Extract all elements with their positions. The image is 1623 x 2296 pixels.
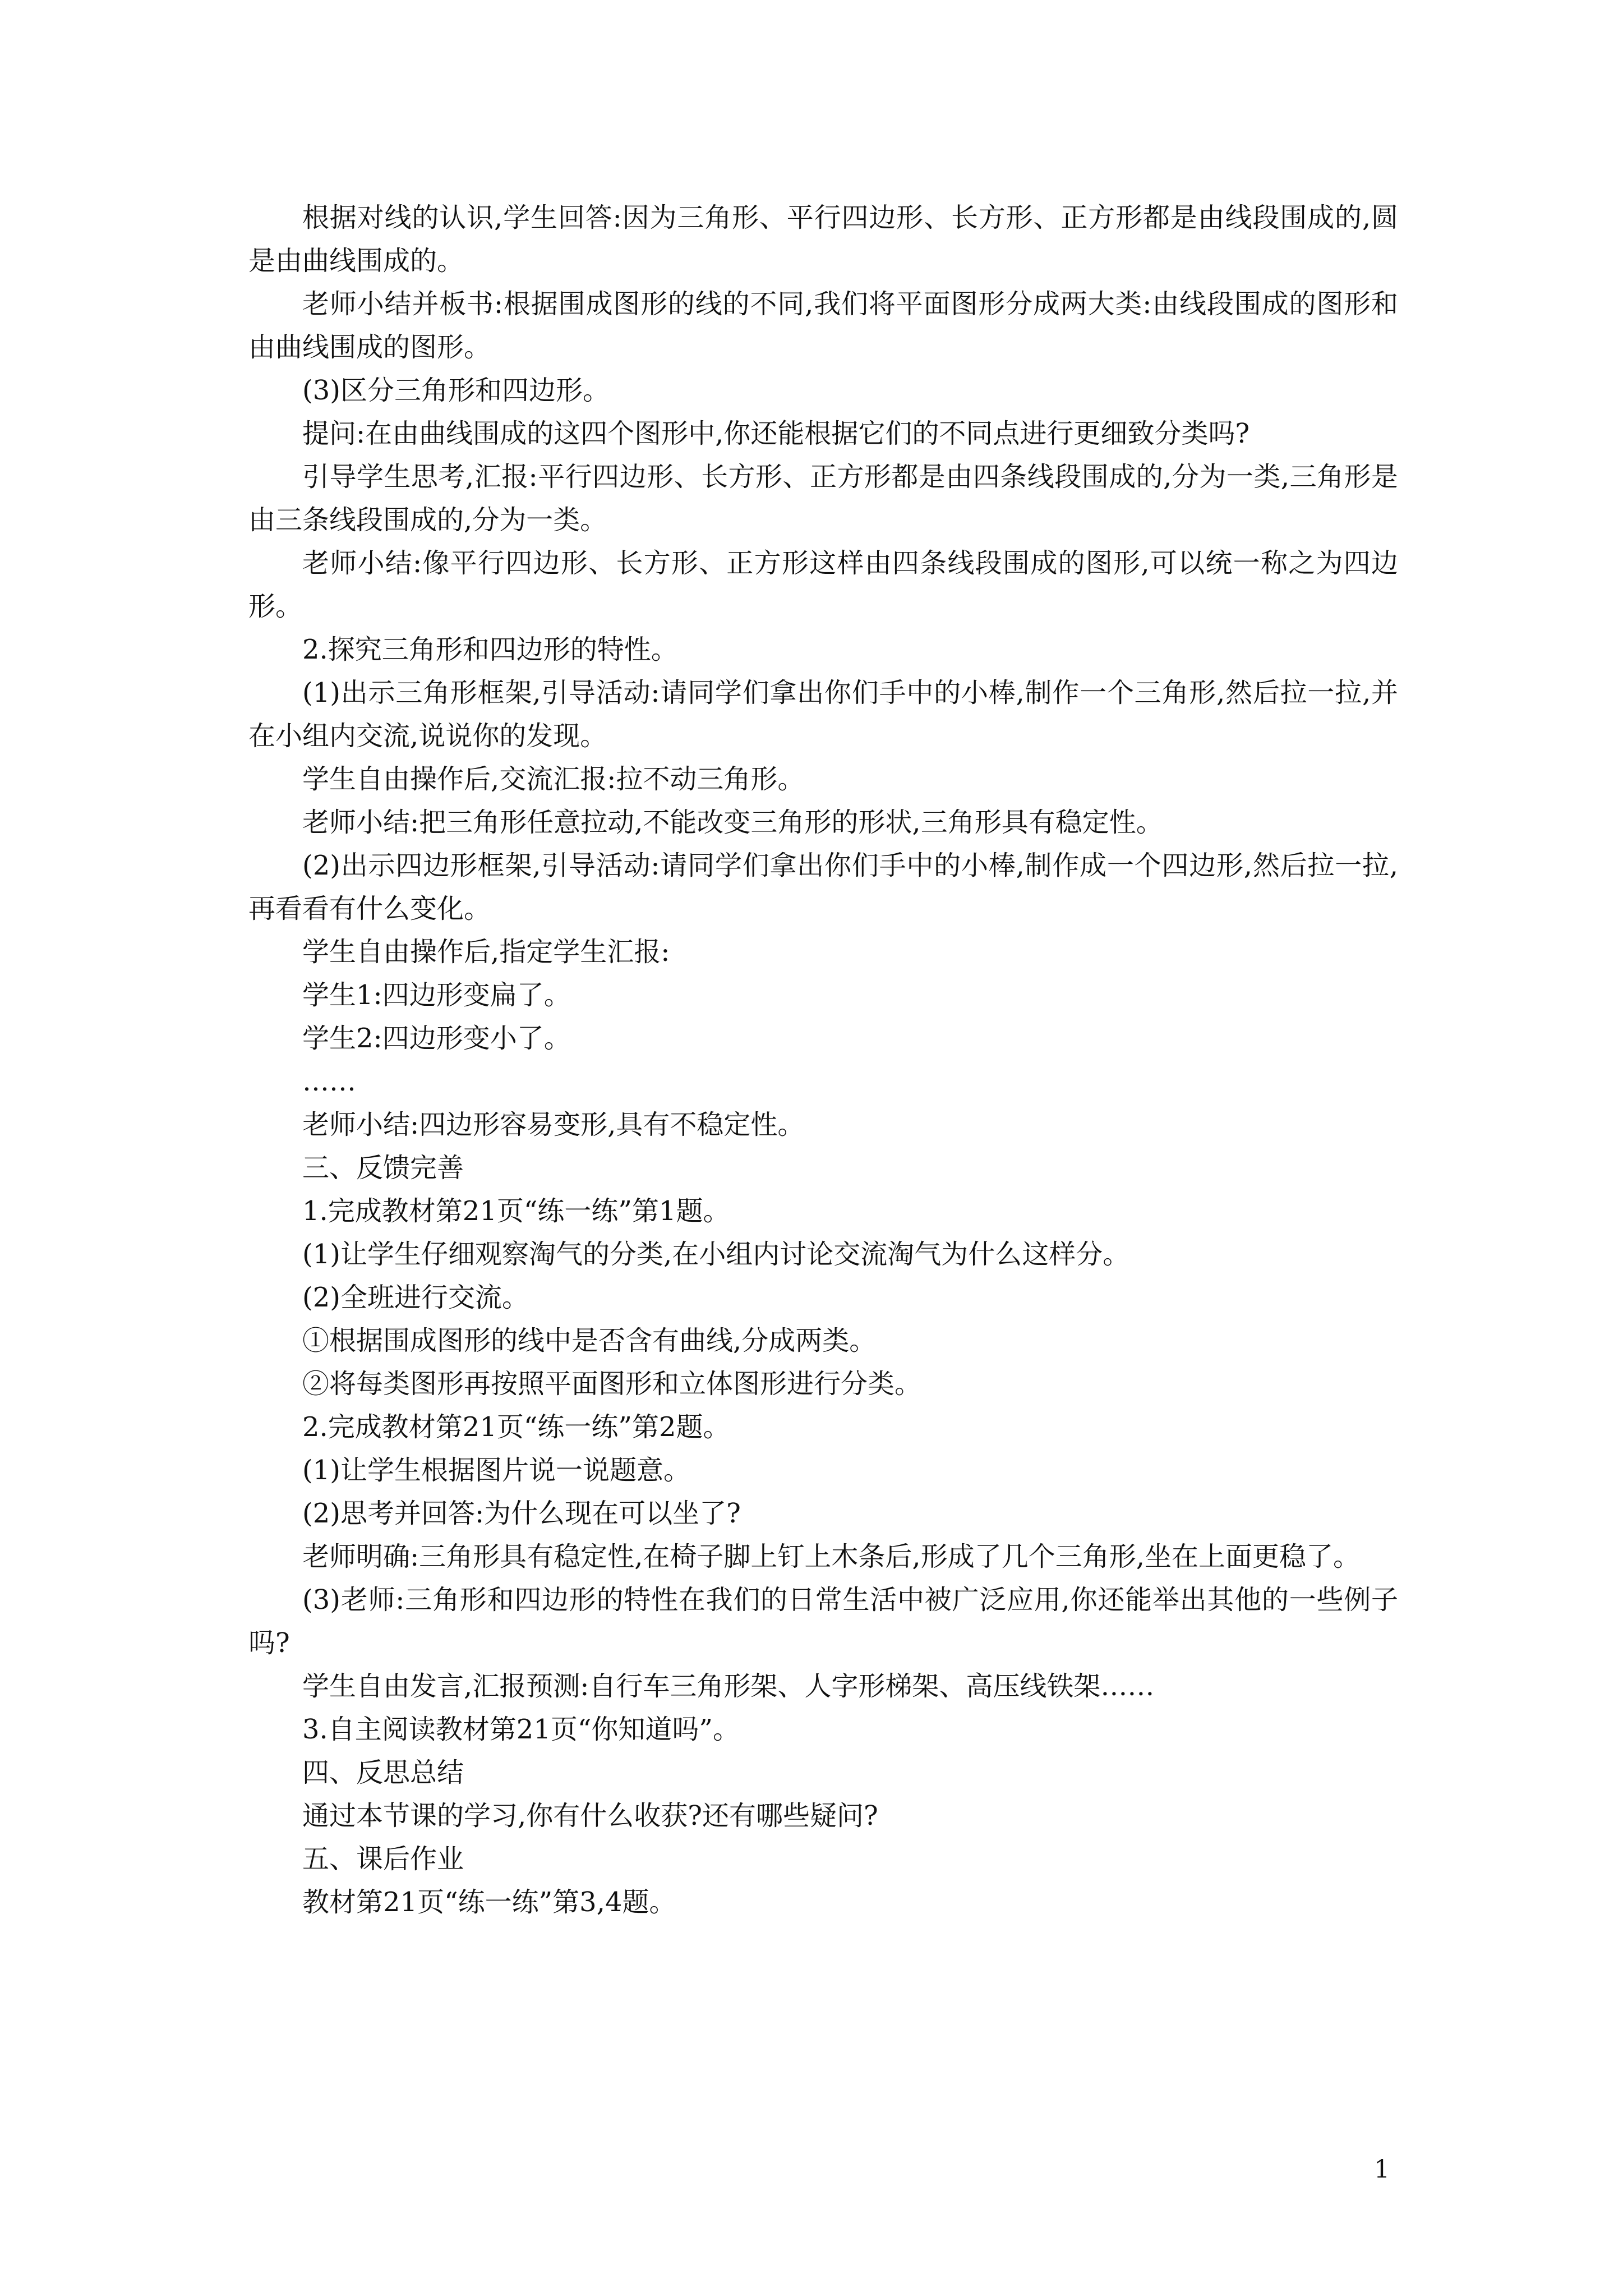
paragraph: 老师小结:四边形容易变形,具有不稳定性。: [302, 1109, 805, 1140]
paragraph: 学生自由操作后,交流汇报:拉不动三角形。: [302, 763, 805, 795]
paragraph: 老师明确:三角形具有稳定性,在椅子脚上钉上木条后,形成了几个三角形,坐在上面更稳了。: [302, 1541, 1360, 1572]
paragraph: 学生自由操作后,指定学生汇报:: [302, 936, 670, 968]
paragraph: (2)思考并回答:为什么现在可以坐了?: [302, 1498, 741, 1529]
paragraph: (2)全班进行交流。: [302, 1282, 529, 1313]
paragraph: (3)区分三角形和四边形。: [302, 375, 610, 406]
paragraph: (1)让学生根据图片说一说题意。: [302, 1455, 690, 1486]
paragraph: 老师小结:把三角形任意拉动,不能改变三角形的形状,三角形具有稳定性。: [302, 807, 1163, 838]
paragraph: ①根据围成图形的线中是否含有曲线,分成两类。: [302, 1325, 877, 1356]
paragraph: (1)出示三角形框架,引导活动:请同学们拿出你们手中的小棒,制作一个三角形,然后拉一拉,并在小组内交流,说说你的发现。: [248, 677, 1398, 752]
paragraph: 学生1:四边形变扁了。: [302, 979, 571, 1011]
lesson-body: [248, 196, 1398, 1924]
page-number: 1: [1374, 2155, 1390, 2184]
paragraph: 教材第21页“练一练”第3,4题。: [302, 1887, 676, 1918]
paragraph: 学生自由发言,汇报预测:自行车三角形架、人字形梯架、高压线铁架……: [302, 1671, 1155, 1702]
section-heading: 三、反馈完善: [302, 1152, 464, 1184]
ellipsis-line: ……: [302, 1066, 356, 1097]
paragraph: 学生2:四边形变小了。: [302, 1023, 571, 1054]
paragraph: (2)出示四边形框架,引导活动:请同学们拿出你们手中的小棒,制作成一个四边形,然后拉一拉,再看看有什么变化。: [248, 850, 1398, 924]
paragraph: (3)老师:三角形和四边形的特性在我们的日常生活中被广泛应用,你还能举出其他的一些例子吗?: [248, 1584, 1398, 1659]
section-heading: 五、课后作业: [302, 1843, 464, 1875]
paragraph: (1)让学生仔细观察淘气的分类,在小组内讨论交流淘气为什么这样分。: [302, 1239, 1130, 1270]
paragraph: 老师小结:像平行四边形、长方形、正方形这样由四条线段围成的图形,可以统一称之为四边形。: [248, 547, 1398, 622]
paragraph: 根据对线的认识,学生回答:因为三角形、平行四边形、长方形、正方形都是由线段围成的,圆是由曲线围成的。: [248, 202, 1398, 277]
paragraph: ②将每类图形再按照平面图形和立体图形进行分类。: [302, 1368, 922, 1400]
section-heading: 四、反思总结: [302, 1757, 464, 1788]
paragraph: 老师小结并板书:根据围成图形的线的不同,我们将平面图形分成两大类:由线段围成的图形和由曲线围成的图形。: [248, 288, 1398, 363]
section-heading: 2.探究三角形和四边形的特性。: [302, 634, 678, 665]
paragraph: 1.完成教材第21页“练一练”第1题。: [302, 1195, 730, 1227]
paragraph: 通过本节课的学习,你有什么收获?还有哪些疑问?: [302, 1800, 878, 1832]
paragraph: 提问:在由曲线围成的这四个图形中,你还能根据它们的不同点进行更细致分类吗?: [302, 418, 1250, 449]
paragraph: 3.自主阅读教材第21页“你知道吗”。: [302, 1714, 740, 1745]
paragraph: 引导学生思考,汇报:平行四边形、长方形、正方形都是由四条线段围成的,分为一类,三角形是由三条线段围成的,分为一类。: [248, 461, 1398, 536]
paragraph: 2.完成教材第21页“练一练”第2题。: [302, 1411, 730, 1443]
